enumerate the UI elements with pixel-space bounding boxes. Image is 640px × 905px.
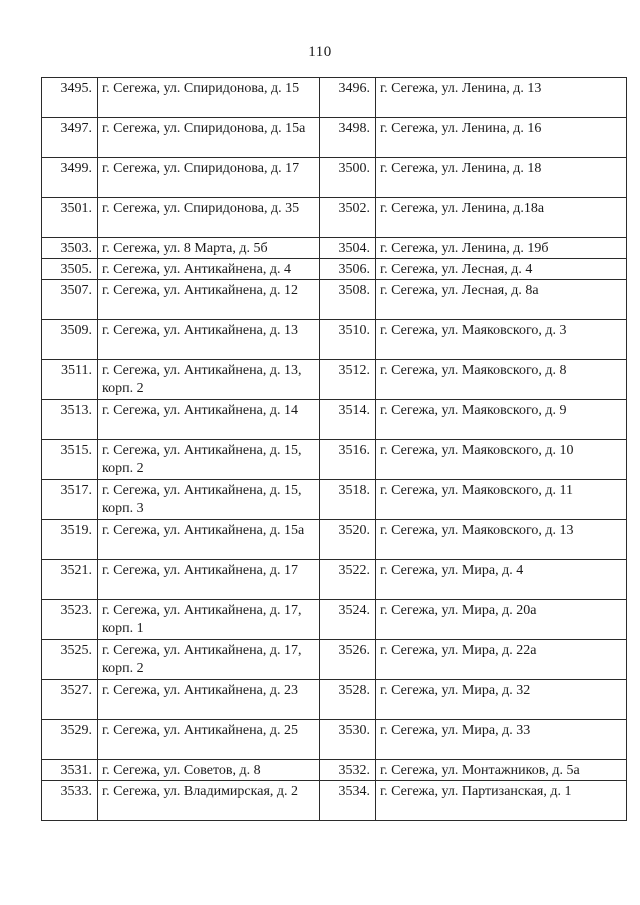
table-row — [42, 640, 627, 680]
address-right: г. Сегежа, ул. Маяковского, д. 9 — [376, 400, 627, 440]
entry-number-left: 3505. — [42, 259, 98, 280]
address-left: г. Сегежа, ул. Антикайнена, д. 13, корп. 2 — [98, 360, 320, 400]
table-row — [42, 680, 627, 720]
table-row — [42, 360, 627, 400]
address-table — [41, 77, 627, 821]
address-right: г. Сегежа, ул. Ленина, д.18а — [376, 198, 627, 238]
entry-number-right: 3504. — [320, 238, 376, 259]
address-right: г. Сегежа, ул. Партизанская, д. 1 — [376, 781, 627, 821]
entry-number-right: 3512. — [320, 360, 376, 400]
entry-number-left: 3533. — [42, 781, 98, 821]
address-right: г. Сегежа, ул. Мира, д. 4 — [376, 560, 627, 600]
address-left: г. Сегежа, ул. Антикайнена, д. 12 — [98, 280, 320, 320]
address-right: г. Сегежа, ул. Мира, д. 33 — [376, 720, 627, 760]
table-row — [42, 158, 627, 198]
address-left: г. Сегежа, ул. 8 Марта, д. 5б — [98, 238, 320, 259]
address-right: г. Сегежа, ул. Мира, д. 32 — [376, 680, 627, 720]
address-right: г. Сегежа, ул. Лесная, д. 4 — [376, 259, 627, 280]
address-right: г. Сегежа, ул. Мира, д. 20а — [376, 600, 627, 640]
address-left: г. Сегежа, ул. Антикайнена, д. 23 — [98, 680, 320, 720]
entry-number-right: 3496. — [320, 78, 376, 118]
entry-number-left: 3507. — [42, 280, 98, 320]
entry-number-left: 3501. — [42, 198, 98, 238]
entry-number-left: 3517. — [42, 480, 98, 520]
entry-number-right: 3506. — [320, 259, 376, 280]
entry-number-left: 3529. — [42, 720, 98, 760]
address-right: г. Сегежа, ул. Монтажников, д. 5а — [376, 760, 627, 781]
entry-number-left: 3513. — [42, 400, 98, 440]
entry-number-right: 3526. — [320, 640, 376, 680]
table-row — [42, 560, 627, 600]
table-row — [42, 259, 627, 280]
address-right: г. Сегежа, ул. Ленина, д. 19б — [376, 238, 627, 259]
address-right: г. Сегежа, ул. Ленина, д. 16 — [376, 118, 627, 158]
entry-number-left: 3531. — [42, 760, 98, 781]
address-left: г. Сегежа, ул. Антикайнена, д. 25 — [98, 720, 320, 760]
address-left: г. Сегежа, ул. Антикайнена, д. 15а — [98, 520, 320, 560]
table-row — [42, 320, 627, 360]
table-row — [42, 78, 627, 118]
entry-number-right: 3520. — [320, 520, 376, 560]
address-left: г. Сегежа, ул. Антикайнена, д. 4 — [98, 259, 320, 280]
address-left: г. Сегежа, ул. Антикайнена, д. 17, корп. 2 — [98, 640, 320, 680]
table-row — [42, 760, 627, 781]
entry-number-right: 3510. — [320, 320, 376, 360]
table-row — [42, 600, 627, 640]
address-left: г. Сегежа, ул. Антикайнена, д. 15, корп. 2 — [98, 440, 320, 480]
entry-number-left: 3515. — [42, 440, 98, 480]
address-left: г. Сегежа, ул. Советов, д. 8 — [98, 760, 320, 781]
entry-number-right: 3530. — [320, 720, 376, 760]
address-left: г. Сегежа, ул. Спиридонова, д. 35 — [98, 198, 320, 238]
table-row — [42, 400, 627, 440]
entry-number-right: 3524. — [320, 600, 376, 640]
address-left: г. Сегежа, ул. Спиридонова, д. 15а — [98, 118, 320, 158]
entry-number-right: 3500. — [320, 158, 376, 198]
entry-number-right: 3502. — [320, 198, 376, 238]
entry-number-left: 3495. — [42, 78, 98, 118]
address-left: г. Сегежа, ул. Спиридонова, д. 17 — [98, 158, 320, 198]
table-row — [42, 238, 627, 259]
address-left: г. Сегежа, ул. Антикайнена, д. 13 — [98, 320, 320, 360]
table-row — [42, 440, 627, 480]
address-right: г. Сегежа, ул. Маяковского, д. 3 — [376, 320, 627, 360]
address-left: г. Сегежа, ул. Спиридонова, д. 15 — [98, 78, 320, 118]
table-row — [42, 520, 627, 560]
address-right: г. Сегежа, ул. Маяковского, д. 8 — [376, 360, 627, 400]
table-row — [42, 198, 627, 238]
entry-number-right: 3498. — [320, 118, 376, 158]
address-right: г. Сегежа, ул. Ленина, д. 13 — [376, 78, 627, 118]
entry-number-left: 3525. — [42, 640, 98, 680]
entry-number-left: 3497. — [42, 118, 98, 158]
address-right: г. Сегежа, ул. Лесная, д. 8а — [376, 280, 627, 320]
address-table-body — [42, 78, 627, 821]
entry-number-right: 3518. — [320, 480, 376, 520]
entry-number-right: 3528. — [320, 680, 376, 720]
address-right: г. Сегежа, ул. Ленина, д. 18 — [376, 158, 627, 198]
entry-number-right: 3508. — [320, 280, 376, 320]
entry-number-left: 3521. — [42, 560, 98, 600]
entry-number-left: 3523. — [42, 600, 98, 640]
entry-number-right: 3534. — [320, 781, 376, 821]
entry-number-right: 3522. — [320, 560, 376, 600]
address-left: г. Сегежа, ул. Владимирская, д. 2 — [98, 781, 320, 821]
entry-number-left: 3527. — [42, 680, 98, 720]
address-left: г. Сегежа, ул. Антикайнена, д. 14 — [98, 400, 320, 440]
entry-number-left: 3519. — [42, 520, 98, 560]
address-right: г. Сегежа, ул. Мира, д. 22а — [376, 640, 627, 680]
table-row — [42, 480, 627, 520]
entry-number-left: 3499. — [42, 158, 98, 198]
address-left: г. Сегежа, ул. Антикайнена, д. 15, корп. 3 — [98, 480, 320, 520]
table-row — [42, 781, 627, 821]
entry-number-left: 3509. — [42, 320, 98, 360]
entry-number-right: 3516. — [320, 440, 376, 480]
table-row — [42, 280, 627, 320]
address-left: г. Сегежа, ул. Антикайнена, д. 17, корп. 1 — [98, 600, 320, 640]
address-right: г. Сегежа, ул. Маяковского, д. 10 — [376, 440, 627, 480]
address-right: г. Сегежа, ул. Маяковского, д. 11 — [376, 480, 627, 520]
entry-number-right: 3532. — [320, 760, 376, 781]
page-number: 110 — [308, 44, 332, 60]
entry-number-left: 3511. — [42, 360, 98, 400]
entry-number-right: 3514. — [320, 400, 376, 440]
entry-number-left: 3503. — [42, 238, 98, 259]
address-left: г. Сегежа, ул. Антикайнена, д. 17 — [98, 560, 320, 600]
address-right: г. Сегежа, ул. Маяковского, д. 13 — [376, 520, 627, 560]
table-row — [42, 118, 627, 158]
table-row — [42, 720, 627, 760]
